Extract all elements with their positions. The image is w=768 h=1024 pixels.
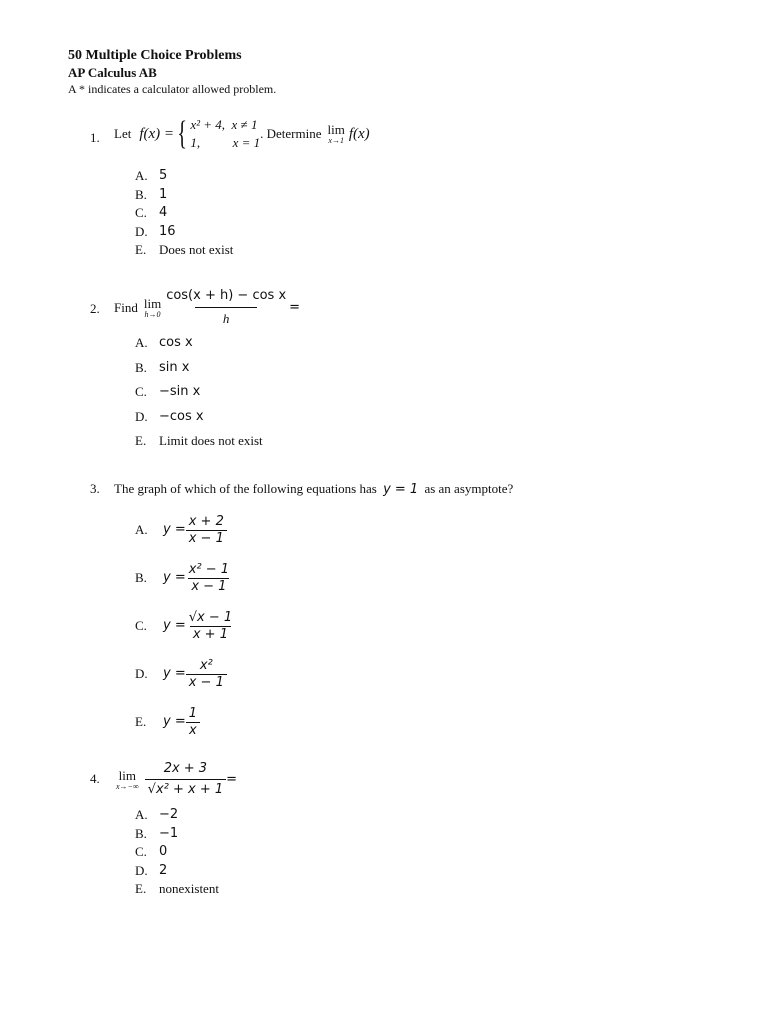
question-2-fraction — [163, 285, 289, 330]
question-4-fraction — [145, 759, 226, 800]
question-1-limit-expression: f(x) — [348, 125, 370, 142]
fraction-denominator: x − 1 — [186, 674, 227, 691]
choice-letter: D. — [135, 665, 148, 681]
fraction-numerator: x + 2 — [188, 513, 224, 529]
choice-1c[interactable] — [135, 204, 233, 223]
calculator-note: A * indicates a calculator allowed problem. — [68, 82, 277, 96]
choice-text: sin x — [159, 359, 190, 375]
equation-lhs: y = — [163, 665, 186, 681]
choice-1e[interactable] — [135, 241, 233, 260]
choice-letter: B. — [135, 186, 147, 202]
choice-2e[interactable] — [135, 429, 263, 454]
limit-word: lim — [143, 295, 162, 311]
choice-letter: A. — [135, 521, 148, 537]
choice-letter: A. — [135, 168, 148, 183]
choice-text: 4 — [159, 205, 168, 220]
question-1-choices — [135, 167, 233, 260]
choice-3e[interactable] — [135, 698, 235, 746]
choice-text: 5 — [159, 168, 168, 183]
choice-letter: A. — [135, 807, 148, 822]
choice-2a[interactable] — [135, 331, 263, 356]
choice-letter: C. — [135, 205, 147, 220]
fraction-denominator: √x² + x + 1 — [145, 779, 226, 800]
choice-letter: E. — [135, 713, 147, 729]
question-1-suffix: . Determine — [260, 126, 322, 141]
choice-text: 16 — [159, 223, 176, 239]
choice-4b[interactable] — [135, 825, 219, 844]
question-4-prompt — [116, 759, 237, 800]
fraction-numerator: cos(x + h) − cos x — [166, 288, 287, 303]
question-3-math: y = 1 — [383, 482, 419, 497]
equation-fraction — [186, 562, 232, 595]
question-1-prompt — [114, 116, 370, 152]
piecewise-brace: { — [177, 115, 188, 152]
choice-letter: B. — [135, 825, 147, 841]
choice-letter: D. — [135, 223, 148, 239]
choice-4d[interactable] — [135, 862, 219, 881]
question-2-prefix: Find — [114, 299, 138, 315]
question-2-number: 2. — [90, 301, 100, 316]
choice-text: −2 — [159, 807, 179, 822]
choice-letter: C. — [135, 844, 147, 859]
piecewise-cases — [190, 116, 260, 152]
choice-3a[interactable] — [135, 506, 235, 554]
question-2-prompt — [114, 285, 300, 330]
fraction-denominator: x − 1 — [186, 530, 227, 547]
limit-word: lim — [118, 767, 136, 783]
equation-fraction — [186, 706, 200, 739]
choice-3b[interactable] — [135, 554, 235, 602]
choice-4e[interactable] — [135, 880, 219, 899]
choice-4a[interactable] — [135, 806, 219, 825]
choice-text: 2 — [159, 862, 168, 878]
fraction-denominator: x − 1 — [188, 578, 229, 595]
question-4-choices — [135, 806, 219, 899]
piecewise-case-1: x² + 4, x ≠ 1 — [190, 117, 258, 132]
equation-lhs: y = — [163, 569, 186, 585]
choice-text: nonexistent — [159, 881, 219, 896]
question-3-choices — [135, 506, 235, 746]
question-4-number: 4. — [90, 771, 100, 786]
equation-lhs: y = — [163, 521, 186, 537]
choice-letter: D. — [135, 408, 148, 424]
choice-letter: E. — [135, 433, 147, 448]
fraction-denominator: x + 1 — [190, 626, 231, 643]
choice-2d[interactable] — [135, 405, 263, 430]
fraction-numerator: 1 — [188, 705, 197, 721]
choice-letter: B. — [135, 359, 147, 375]
choice-text: 0 — [159, 844, 168, 859]
choice-1b[interactable] — [135, 186, 233, 205]
choice-4c[interactable] — [135, 843, 219, 862]
question-1-function: f(x) = — [139, 125, 175, 142]
fraction-denominator: x — [186, 722, 200, 739]
page-title: 50 Multiple Choice Problems — [68, 48, 242, 63]
page-subtitle: AP Calculus AB — [68, 65, 157, 80]
choice-text: Does not exist — [159, 242, 234, 257]
fraction-denominator: h — [195, 307, 258, 330]
choice-3d[interactable] — [135, 650, 235, 698]
choice-text: Limit does not exist — [159, 433, 263, 448]
question-3-prefix: The graph of which of the following equations has — [114, 481, 377, 496]
fraction-numerator: √x − 1 — [188, 609, 233, 625]
limit-subscript: h→0 — [144, 309, 161, 319]
fraction-numerator: x² − 1 — [188, 561, 230, 577]
choice-2c[interactable] — [135, 380, 263, 405]
choice-2b[interactable] — [135, 356, 263, 381]
choice-letter: C. — [135, 617, 147, 633]
fraction-numerator: x² — [199, 657, 213, 673]
equation-fraction — [186, 514, 227, 547]
question-1-prefix: Let — [114, 126, 132, 141]
equation-lhs: y = — [163, 617, 186, 633]
question-2-choices — [135, 331, 263, 454]
piecewise-case-2: 1, x = 1 — [190, 135, 261, 150]
fraction-numerator: 2x + 3 — [163, 761, 208, 776]
limit-subscript: x→−∞ — [116, 781, 139, 791]
choice-letter: E. — [135, 242, 147, 257]
choice-text: cos x — [159, 335, 193, 350]
choice-text: −cos x — [159, 408, 204, 424]
choice-letter: B. — [135, 569, 147, 585]
choice-letter: A. — [135, 335, 148, 350]
choice-letter: C. — [135, 384, 147, 399]
choice-text: −1 — [159, 825, 179, 841]
choice-letter: D. — [135, 862, 148, 878]
document-header — [68, 47, 276, 97]
choice-1d[interactable] — [135, 223, 233, 242]
equation-lhs: y = — [163, 713, 186, 729]
equals-sign: = — [289, 300, 301, 315]
question-3-prompt — [114, 481, 513, 497]
equation-fraction — [186, 610, 235, 643]
choice-text: 1 — [159, 186, 168, 202]
choice-1a[interactable] — [135, 167, 233, 186]
question-1-limit — [328, 123, 345, 145]
question-3-number: 3. — [90, 481, 100, 496]
question-4-limit — [116, 769, 139, 791]
limit-subscript: x→1 — [328, 136, 344, 145]
equation-fraction — [186, 658, 227, 691]
question-2-limit — [144, 297, 161, 319]
choice-letter: E. — [135, 881, 147, 896]
question-1-number: 1. — [90, 130, 100, 145]
choice-text: −sin x — [159, 384, 201, 399]
equals-sign: = — [226, 772, 238, 787]
question-3-suffix: as an asymptote? — [424, 481, 514, 496]
choice-3c[interactable] — [135, 602, 235, 650]
limit-word: lim — [327, 122, 345, 137]
